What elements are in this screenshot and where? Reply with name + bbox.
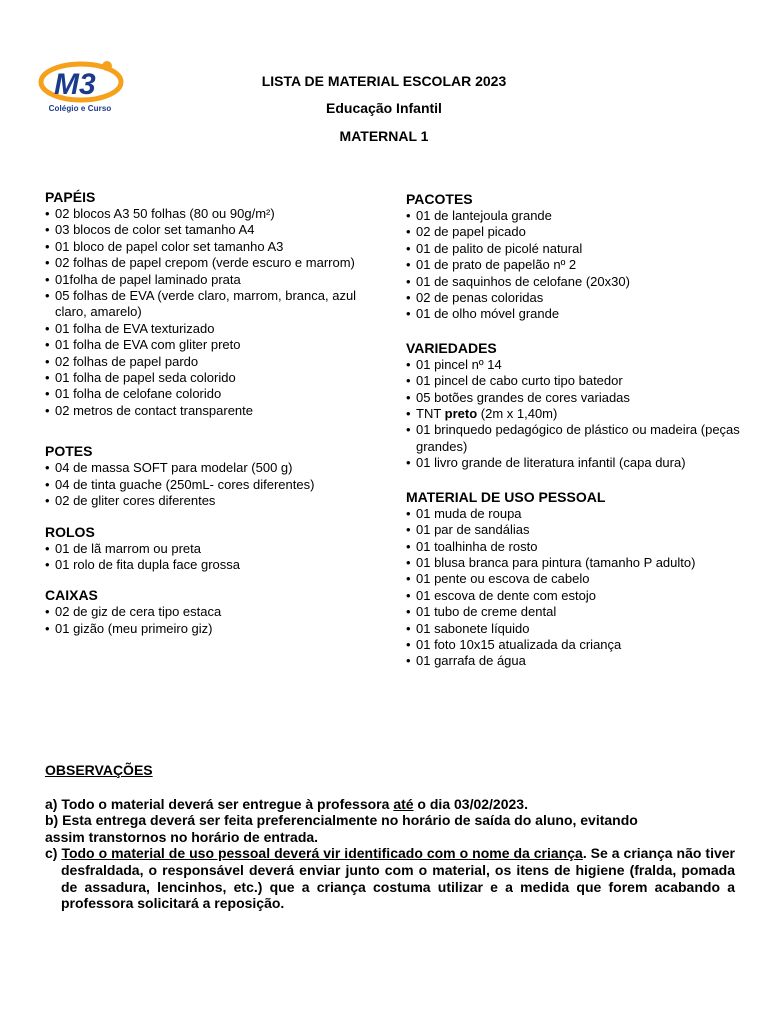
observation-b: [45, 812, 735, 845]
list-variedades: [406, 357, 746, 472]
page-title: LISTA DE MATERIAL ESCOLAR 2023: [261, 73, 507, 89]
list-uso-pessoal: [406, 506, 746, 670]
list-item: • 01 livro grande de literatura infantil (capa dura): [406, 455, 746, 471]
list-item: • 02 metros de contact transparente: [45, 403, 375, 419]
list-item: • 05 folhas de EVA (verde claro, marrom, branca, azul claro, amarelo): [45, 288, 375, 321]
list-item: • 04 de tinta guache (250mL- cores diferentes): [45, 477, 375, 493]
list-item: • 01 escova de dente com estojo: [406, 588, 746, 604]
observation-c-text: . Se a criança não tiver desfraldada, o responsável deverá enviar junto com o material, os itens de higiene (fralda, pomada de assadura, lencinhos, etc.) que a criança costuma utilizar e a medida que forem acabando a professora solicitará a reposição.: [61, 845, 735, 912]
list-rolos: [45, 541, 375, 574]
observation-a: [45, 796, 735, 813]
page-subtitle: Educação Infantil: [326, 100, 442, 116]
list-item: • 01 bloco de papel color set tamanho A3: [45, 239, 375, 255]
section-title-variedades: VARIEDADES: [406, 339, 497, 356]
observations-title: OBSERVAÇÕES: [45, 762, 153, 778]
list-item: • 01 folha de EVA com gliter preto: [45, 337, 375, 353]
list-item: • 01 pincel de cabo curto tipo batedor: [406, 373, 746, 389]
section-title-potes: POTES: [45, 443, 93, 460]
list-caixas: [45, 604, 375, 637]
section-title-pacotes: PACOTES: [406, 191, 473, 207]
list-item: • 01 pente ou escova de cabelo: [406, 571, 746, 587]
list-item: • 01 brinquedo pedagógico de plástico ou madeira (peças grandes): [406, 422, 746, 455]
list-item: • 01 par de sandálias: [406, 522, 746, 538]
right-column: [406, 191, 746, 670]
list-item: • 01 folha de EVA texturizado: [45, 321, 375, 337]
left-column: [45, 189, 375, 637]
list-item: • 01 rolo de fita dupla face grossa: [45, 557, 375, 573]
observation-b-line1: b) Esta entrega deverá ser feita preferencialmente no horário de saída do aluno, evitando: [45, 812, 638, 829]
observation-a-deadline-word: até: [393, 795, 414, 812]
list-pacotes: [406, 208, 746, 323]
list-item: • 01 blusa branca para pintura (tamanho P adulto): [406, 555, 746, 571]
list-item: • 01 muda de roupa: [406, 506, 746, 522]
list-item-tnt: [406, 406, 746, 422]
section-title-papeis: PAPÉIS: [45, 189, 96, 205]
list-item: • 01 de olho móvel grande: [406, 306, 746, 322]
list-item: • 01 de prato de papelão nº 2: [406, 257, 746, 273]
list-item: • 01 foto 10x15 atualizada da criança: [406, 637, 746, 653]
section-title-rolos: ROLOS: [45, 523, 95, 540]
list-item: • 01 de saquinhos de celofane (20x30): [406, 274, 746, 290]
list-item: • 01 de lantejoula grande: [406, 208, 746, 224]
list-item: • 01 tubo de creme dental: [406, 604, 746, 620]
tnt-color: preto: [444, 406, 478, 422]
list-item: • 01folha de papel laminado prata: [45, 272, 375, 288]
list-item: • 01 toalhinha de rosto: [406, 539, 746, 555]
logo-subtitle: Colégio e Curso: [48, 104, 112, 113]
observation-b-line2: assim transtornos no horário de entrada.: [45, 828, 319, 845]
logo-mark: M3: [54, 68, 96, 101]
list-item: • 02 folhas de papel pardo: [45, 354, 375, 370]
list-item: • 02 folhas de papel crepom (verde escuro e marrom): [45, 255, 375, 271]
list-item: • 01 garrafa de água: [406, 653, 746, 669]
list-item: • 02 de giz de cera tipo estaca: [45, 604, 375, 620]
observation-c-prefix: c): [45, 845, 62, 862]
tnt-label: TNT: [416, 406, 445, 422]
list-item: • 02 de penas coloridas: [406, 290, 746, 306]
observation-a-text: a) Todo o material deverá ser entregue à professora: [45, 795, 394, 812]
list-item: • 03 blocos de color set tamanho A4: [45, 222, 375, 238]
list-item: • 01 gizão (meu primeiro giz): [45, 621, 375, 637]
list-papeis: [45, 206, 375, 419]
list-item: • 04 de massa SOFT para modelar (500 g): [45, 460, 375, 476]
section-title-caixas: CAIXAS: [45, 587, 98, 604]
observation-a-date: o dia 03/02/2023.: [413, 795, 528, 812]
list-item: • 02 de papel picado: [406, 224, 746, 240]
observation-c: [45, 845, 735, 911]
list-item: • 02 blocos A3 50 folhas (80 ou 90g/m²): [45, 206, 375, 222]
page-grade: MATERNAL 1: [339, 128, 429, 144]
list-item: • 01 de palito de picolé natural: [406, 241, 746, 257]
list-item: • 05 botões grandes de cores variadas: [406, 390, 746, 406]
list-item: • 01 sabonete líquido: [406, 621, 746, 637]
list-item: • 01 folha de papel seda colorido: [45, 370, 375, 386]
list-item: • 02 de gliter cores diferentes: [45, 493, 375, 509]
list-item: • 01 folha de celofane colorido: [45, 386, 375, 402]
section-title-uso-pessoal: MATERIAL DE USO PESSOAL: [406, 488, 606, 505]
list-potes: [45, 460, 375, 509]
list-item: • 01 pincel nº 14: [406, 357, 746, 373]
tnt-size: (2m x 1,40m): [477, 406, 558, 422]
observation-c-underlined: Todo o material de uso pessoal deverá vir identificado com o nome da criança: [61, 845, 583, 862]
list-item: • 01 de lã marrom ou preta: [45, 541, 375, 557]
observations-section: [45, 762, 735, 912]
